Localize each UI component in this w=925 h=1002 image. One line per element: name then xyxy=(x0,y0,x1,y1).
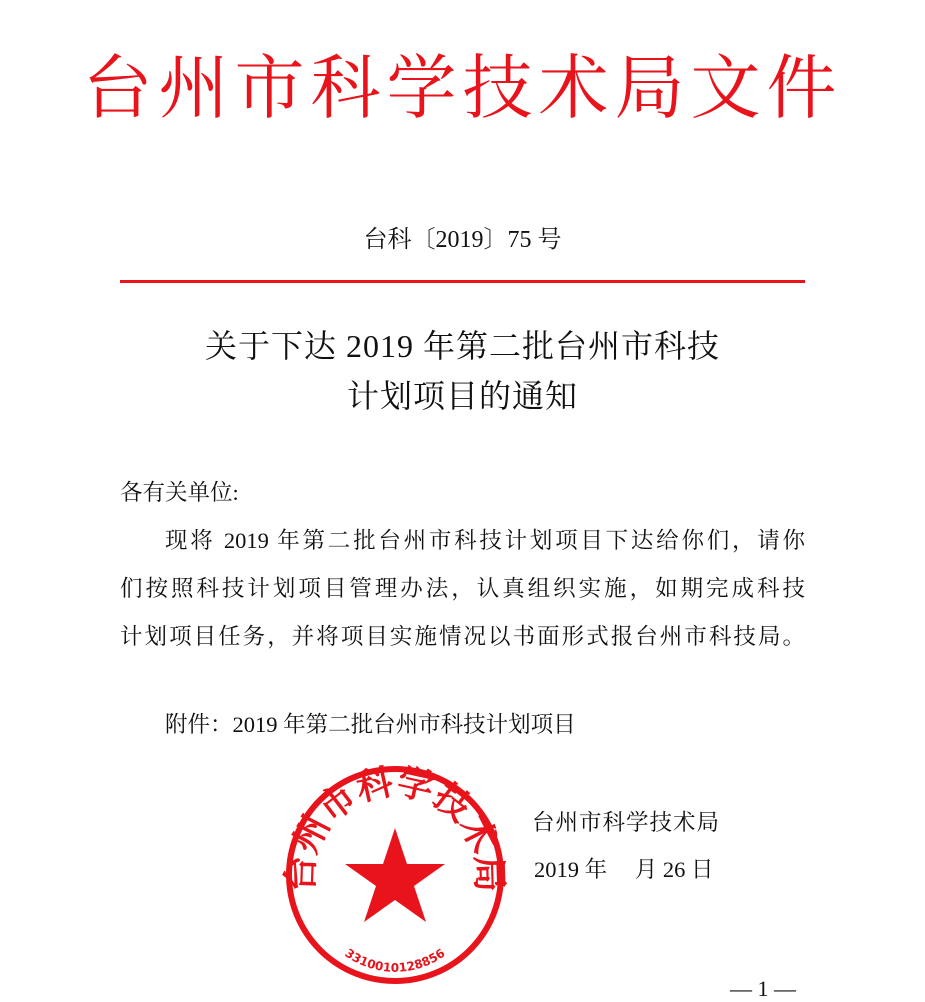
page-number: — 1 — xyxy=(730,976,796,1001)
notice-title-line-1: 关于下达 2019 年第二批台州市科技 xyxy=(204,328,720,364)
salutation: 各有关单位: xyxy=(120,480,239,505)
attachment-line: 附件：2019 年第二批台州市科技计划项目 xyxy=(165,712,576,737)
official-seal xyxy=(280,760,510,990)
seal-code: 3310010128856 xyxy=(342,945,448,975)
seal-text: 台州市科学技术局 xyxy=(280,761,510,893)
document-number: 台科〔2019〕75 号 xyxy=(363,227,562,253)
body-line: 现将 2019 年第二批台州市科技计划项目下达给你们，请你 xyxy=(165,528,805,553)
date-day: 26 日 xyxy=(662,857,714,882)
red-divider xyxy=(120,280,805,283)
document-header-title: 台州市科学技术局文件 xyxy=(82,51,843,128)
notice-title-line-2: 计划项目的通知 xyxy=(346,378,578,414)
body-line: 们按照科技计划项目管理办法，认真组织实施，如期完成科技 xyxy=(120,576,805,601)
date-year: 2019 年 xyxy=(534,857,608,882)
issue-date xyxy=(534,855,714,885)
body-line: 计划项目任务，并将项目实施情况以书面形式报台州市科技局。 xyxy=(120,624,805,649)
issuer-name: 台州市科学技术局 xyxy=(532,810,721,835)
star-icon xyxy=(345,828,445,922)
date-month: 月 xyxy=(634,857,658,882)
